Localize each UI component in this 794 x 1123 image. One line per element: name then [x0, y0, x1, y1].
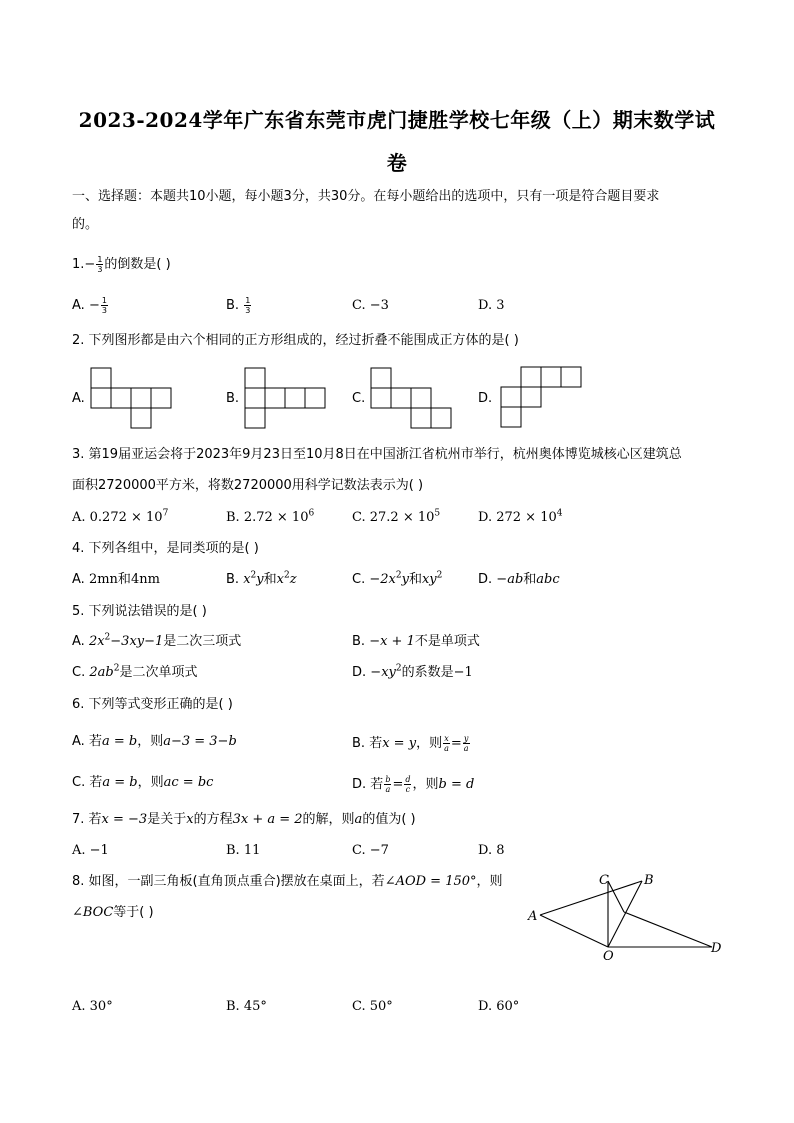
q6-a-label: A. [72, 734, 85, 749]
q1-b-den: 3 [245, 306, 251, 315]
q6-d-if: 若 [370, 777, 384, 792]
q6-a-then: ，则 [137, 734, 164, 749]
q5-a-text: 是二次三项式 [163, 634, 242, 649]
q6-d-f1-num: b [385, 775, 391, 784]
q5-a-exp: 2 [104, 632, 111, 643]
q5-d-exp: 2 [395, 663, 402, 674]
q3-d-exp: 4 [556, 508, 563, 519]
q4-b-exp1: 2 [250, 570, 257, 581]
q6-b-then: ，则 [416, 736, 443, 751]
q6-c-if: 若 [89, 775, 103, 790]
q8-triangle-figure [520, 866, 730, 966]
q4-c-exp2: 2 [436, 570, 443, 581]
q6-option-a [72, 734, 237, 750]
q1-sign: − [84, 257, 96, 272]
q4-a-label: A. [72, 572, 85, 587]
q5-c-math: 2ab [89, 665, 114, 680]
q6-b-eq: = [450, 736, 462, 751]
q4-b-term2-z: z [289, 572, 297, 587]
q5-c-text: 是二次单项式 [119, 665, 198, 680]
q7-option-b: B. 11 [226, 843, 261, 858]
q2-nets-figure [0, 0, 794, 440]
q5-c-label: C. [72, 665, 86, 680]
q4-c-exp1: 2 [395, 570, 402, 581]
q1-a-num: 1 [101, 296, 107, 305]
q4-a-term2: 4nm [130, 572, 160, 587]
q3-option-a [72, 510, 168, 526]
q6-b-label: B. [352, 736, 366, 751]
q4-b-term1-y: y [256, 572, 264, 587]
q8-line2-text: 等于( ) [113, 905, 154, 920]
q1-stem: 的倒数是( ) [104, 257, 171, 272]
q3-c-exp: 5 [434, 508, 441, 519]
q6-b-if: 若 [369, 736, 383, 751]
q4-a-term1: 2mn [88, 572, 118, 587]
q5-d-text: 的系数是 [401, 665, 454, 680]
q6-d-frac2 [404, 775, 411, 794]
q1-option-d: D. 3 [478, 298, 505, 313]
q6-option-b [352, 734, 471, 753]
q4-option-c [352, 572, 442, 588]
q6-a-math1: a = b [101, 734, 138, 749]
q2-net-d [501, 367, 581, 427]
q7-math2: x [186, 812, 194, 827]
question-3: 3. 第19届亚运会将于2023年9月23日至10月8日在中国浙江省杭州市举行，杭州奥体博览城核心区建筑总 [72, 447, 682, 462]
q4-c-term1-base: −2x [369, 572, 396, 587]
q4-b-term1-base: x [243, 572, 251, 587]
q7-math3: 3x + a = 2 [232, 812, 303, 827]
q8-segment-cd [624, 912, 712, 947]
q3-d-text: D. 272 × 10 [478, 510, 557, 525]
q7-math1: x = −3 [101, 812, 148, 827]
question-8 [72, 874, 503, 890]
q6-c-then: ，则 [137, 775, 164, 790]
page-title: 2023-2024学年广东省东莞市虎门捷胜学校七年级（上）期末数学试 [78, 108, 716, 132]
q5-b-text: 不是单项式 [414, 634, 480, 649]
q3-b-text: B. 2.72 × 10 [226, 510, 309, 525]
q1-a-sign: − [88, 298, 100, 313]
q6-d-then: ，则 [412, 777, 439, 792]
q1-frac-num: 1 [97, 255, 103, 264]
question-3-cont: 面积2720000平方米，将数2720000用科学记数法表示为( ) [72, 478, 424, 493]
q5-c-exp: 2 [113, 663, 120, 674]
q4-d-label: D. [478, 572, 493, 587]
q4-c-term2: xy [421, 572, 437, 587]
q7-mid1: 是关于 [147, 812, 187, 827]
q6-c-label: C. [72, 775, 86, 790]
q6-option-c [72, 775, 213, 791]
q5-option-a [72, 634, 241, 650]
q4-b-label: B. [226, 572, 240, 587]
q3-b-exp: 6 [308, 508, 315, 519]
q1-option-c: C. −3 [352, 298, 389, 313]
q1-a-den: 3 [101, 306, 107, 315]
q1-number: 1. [72, 257, 85, 272]
q1-a-label: A. [72, 298, 85, 313]
q5-a-math2: −3xy−1 [110, 634, 164, 649]
q4-c-and: 和 [408, 572, 422, 587]
q8-option-b: B. 45° [226, 999, 267, 1014]
q6-b-f2-den: a [463, 744, 469, 753]
q4-b-term2-base: x [276, 572, 284, 587]
q6-a-if: 若 [88, 734, 102, 749]
q4-c-label: C. [352, 572, 366, 587]
q7-option-a: A. −1 [72, 843, 109, 858]
q6-d-frac1 [384, 775, 391, 794]
question-5: 5. 下列说法错误的是( ) [72, 604, 207, 619]
q6-b-math1: x = y [382, 736, 417, 751]
question-2: 2. 下列图形都是由六个相同的正方形组成的，经过折叠不能围成正方体的是( ) [72, 333, 519, 348]
question-7 [72, 812, 416, 828]
q5-b-math: −x + 1 [369, 634, 415, 649]
q6-a-math2: a−3 = 3−b [163, 734, 237, 749]
q8-label-d: D [711, 941, 722, 956]
q2-net-b [245, 368, 325, 428]
q1-b-num: 1 [245, 296, 251, 305]
question-4: 4. 下列各组中，是同类项的是( ) [72, 541, 259, 556]
q2-label-d: D. [478, 391, 493, 406]
q6-d-f2-num: d [405, 775, 411, 784]
q4-a-and: 和 [117, 572, 131, 587]
section-heading-cont: 的。 [72, 217, 99, 232]
q8-option-d: D. 60° [478, 999, 520, 1014]
page-title-cont: 卷 [386, 151, 408, 175]
q4-option-a [72, 572, 160, 588]
q5-d-label: D. [352, 665, 367, 680]
q6-d-eq: = [392, 777, 404, 792]
q3-option-b [226, 510, 314, 526]
q6-d-math2: b = d [438, 777, 475, 792]
q4-option-d [478, 572, 560, 588]
q3-option-c [352, 510, 440, 526]
q4-c-term1-y: y [401, 572, 409, 587]
q6-d-f1-den: a [385, 785, 391, 794]
q3-a-exp: 7 [162, 508, 169, 519]
q7-option-c: C. −7 [352, 843, 389, 858]
q6-d-f2-den: c [405, 785, 411, 794]
q8-option-c: C. 50° [352, 999, 393, 1014]
q8-label-b: B [644, 873, 654, 888]
q3-c-text: C. 27.2 × 10 [352, 510, 435, 525]
q6-b-frac2 [463, 734, 470, 753]
q6-b-f1-num: x [444, 734, 449, 743]
q7-option-d: D. 8 [478, 843, 505, 858]
q7-post: 的值为( ) [362, 812, 416, 827]
q3-option-d [478, 510, 562, 526]
question-8-cont [72, 905, 154, 921]
q2-label-a: A. [72, 391, 85, 406]
q2-net-a [91, 368, 171, 428]
q8-label-o: O [603, 949, 614, 964]
q1-frac-den: 3 [97, 265, 103, 274]
q8-label-c: C [599, 873, 609, 888]
q1-b-label: B. [226, 298, 240, 313]
q4-b-and: 和 [263, 572, 277, 587]
q5-d-math: −xy [370, 665, 396, 680]
q8-line1-post: ，则 [476, 874, 503, 889]
q5-option-c [72, 665, 197, 681]
q8-angle-boc: ∠BOC [72, 905, 114, 920]
q8-segment-c-mid [608, 881, 624, 912]
q4-option-b [226, 572, 297, 588]
q2-net-c [371, 368, 451, 428]
q2-label-c: C. [352, 391, 366, 406]
q2-label-b: B. [226, 391, 240, 406]
q7-mid3: 的解，则 [302, 812, 355, 827]
q7-mid2: 的方程 [193, 812, 233, 827]
q6-c-math2: ac = bc [163, 775, 214, 790]
q6-b-f2-num: y [463, 734, 469, 743]
q8-angle-aod: ∠AOD = 150° [384, 874, 477, 889]
q6-b-frac1 [443, 734, 450, 753]
q5-d-value: −1 [453, 665, 473, 680]
q8-segment-ao [540, 915, 608, 947]
q6-b-f1-den: a [444, 744, 449, 753]
q4-d-term2: abc [536, 572, 560, 587]
q5-option-b [352, 634, 480, 650]
q5-b-label: B. [352, 634, 366, 649]
q4-b-exp2: 2 [284, 570, 290, 581]
question-6: 6. 下列等式变形正确的是( ) [72, 697, 233, 712]
q3-a-text: A. 0.272 × 10 [72, 510, 163, 525]
q5-a-label: A. [72, 634, 85, 649]
section-heading: 一、选择题：本题共10小题，每小题3分，共30分。在每小题给出的选项中，只有一项是符合题目要求 [72, 189, 660, 204]
q8-option-a: A. 30° [72, 999, 113, 1014]
q6-d-label: D. [352, 777, 367, 792]
q6-c-math1: a = b [102, 775, 138, 790]
q8-label-a: A [528, 909, 538, 924]
q7-pre: 7. 若 [72, 812, 102, 827]
q7-math4: a [354, 812, 363, 827]
q5-a-math1: 2x [88, 634, 105, 649]
q6-option-d [352, 775, 474, 794]
q4-d-and: 和 [523, 572, 537, 587]
q8-line1-text: 8. 如图，一副三角板(直角顶点重合)摆放在桌面上，若 [72, 874, 385, 889]
q5-option-d [352, 665, 473, 681]
q4-d-term1: −ab [496, 572, 524, 587]
